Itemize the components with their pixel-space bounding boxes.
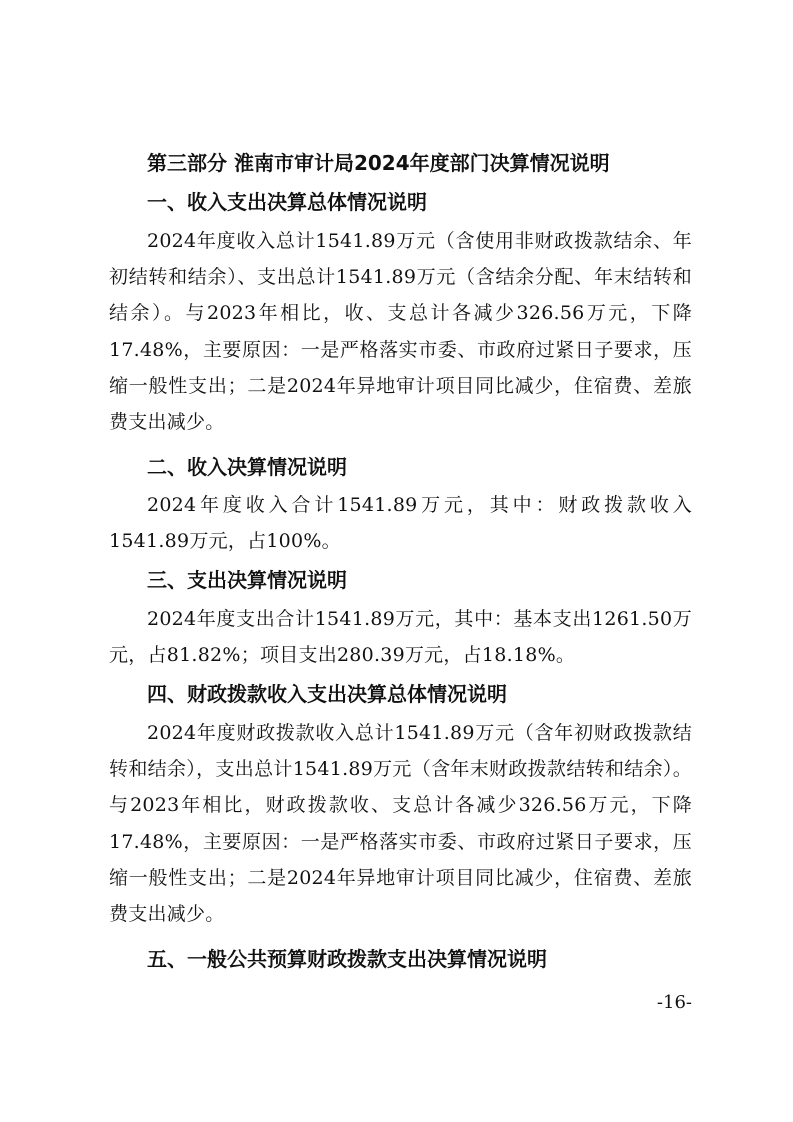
section-paragraph-1: 2024年度收入总计1541.89万元（含使用非财政拨款结余、年初结转和结余）、支出总计1541.89万元（含结余分配、年末结转和结余）。与2023年相比，收、支总计各减少326.56万元，下降17.48%，主要原因：一是严格落实市委、市政府过紧日子要求，压缩一般性支出；二是2024年异地审计项目同比减少，住宿费、差旅费支出减少。 [109,230,692,434]
section-heading-3: 三、支出决算情况说明 [147,568,347,592]
section-heading-1: 一、收入支出决算总体情况说明 [147,190,427,214]
section-paragraph-3: 2024年度支出合计1541.89万元，其中：基本支出1261.50万元，占81.82%；项目支出280.39万元，占18.18%。 [109,608,692,667]
page-title: 第三部分 淮南市审计局2024年度部门决算情况说明 [147,151,610,175]
section-heading-5: 五、一般公共预算财政拨款支出决算情况说明 [147,947,547,971]
section-heading-2: 二、收入决算情况说明 [147,455,347,479]
section-heading-4: 四、财政拨款收入支出决算总体情况说明 [147,682,507,706]
page-number: -16- [656,992,692,1013]
section-paragraph-4: 2024年度财政拨款收入总计1541.89万元（含年初财政拨款结转和结余），支出总计1541.89万元（含年末财政拨款结转和结余）。与2023年相比，财政拨款收、支总计各减少326.56万元，下降17.48%，主要原因：一是严格落实市委、市政府过紧日子要求，压缩一般性支出；二是2024年异地审计项目同比减少，住宿费、差旅费支出减少。 [109,722,692,926]
section-paragraph-2: 2024年度收入合计1541.89万元，其中：财政拨款收入1541.89万元，占100%。 [109,494,692,553]
